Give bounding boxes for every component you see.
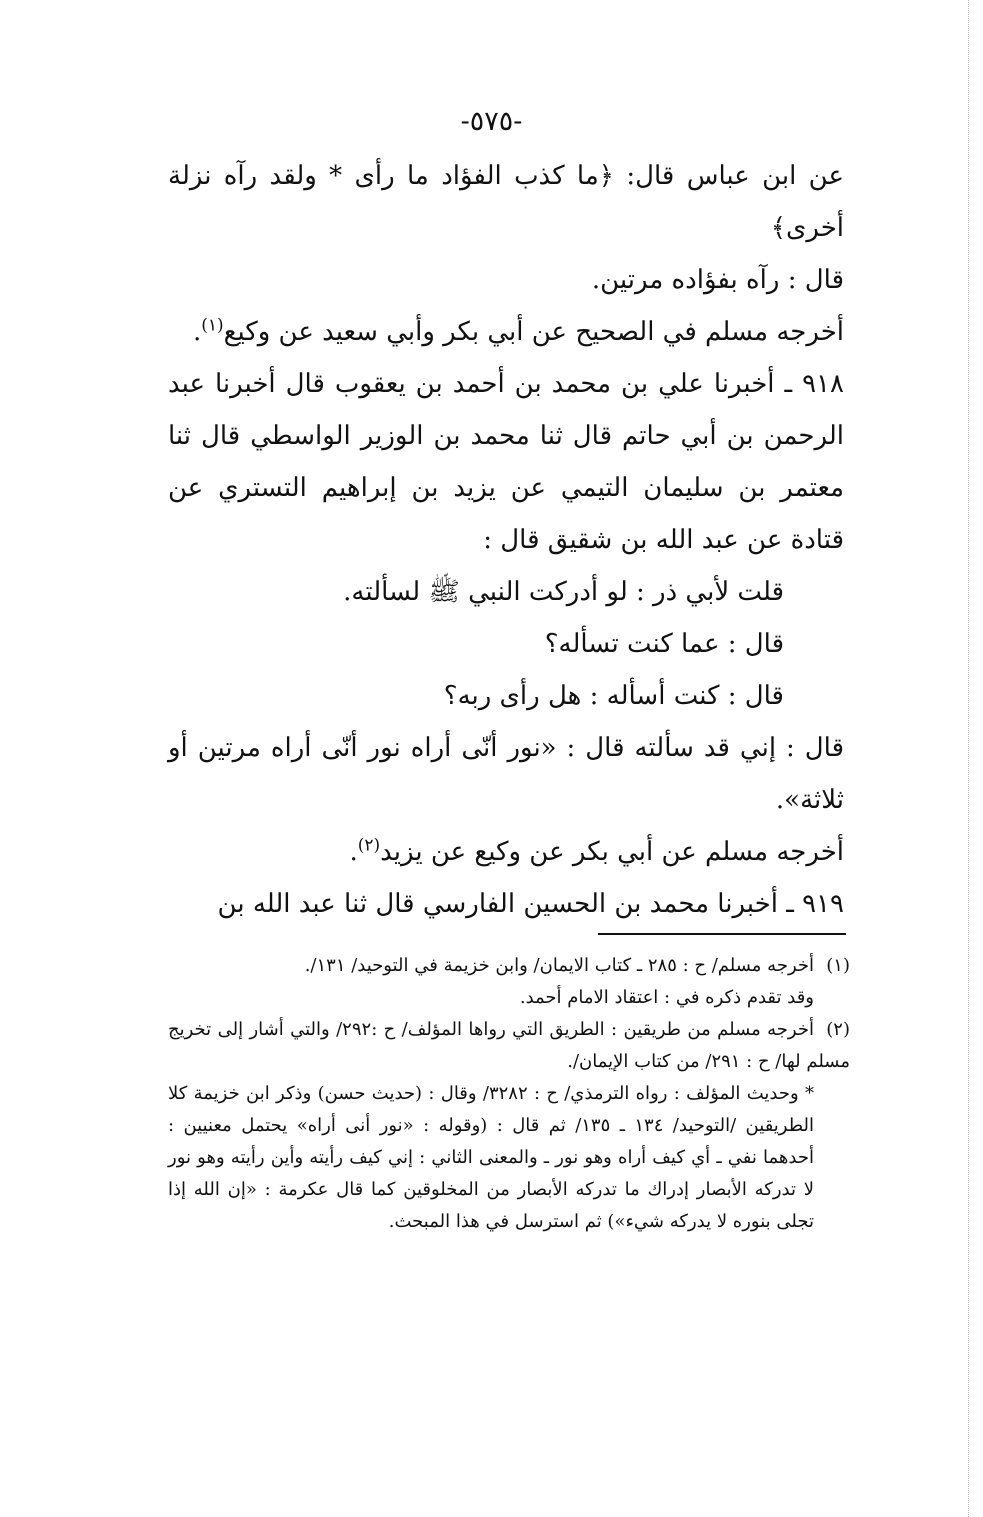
paragraph-hal-raa: قال : كنت أسأله : هل رأى ربه؟	[443, 681, 784, 711]
footnote-1-line-2: وقد تقدم ذكره في : اعتقاد الامام أحمد.	[519, 987, 814, 1008]
footnote-1-number: (١)	[826, 955, 850, 976]
paragraph-ibn-abbas: عن ابن عباس قال: ﴿ما كذب الفؤاد ما رأى * ولقد رآه نزلة أخرى﴾	[168, 161, 844, 243]
footnote-1-text: أخرجه مسلم/ ح : ٢٨٥ ـ كتاب الايمان/ وابن خزيمة في التوحيد/ ١٣١/.	[304, 955, 814, 976]
takhrij-2-text: أخرجه مسلم عن أبي بكر عن وكيع عن يزيد	[380, 837, 844, 867]
footnote-ref-1: (١)	[201, 315, 224, 336]
footnotes	[168, 950, 850, 1238]
paragraph-takhrij-1	[168, 306, 844, 358]
takhrij-1-period: .	[192, 317, 202, 347]
paragraph-takhrij-2	[168, 826, 844, 878]
footnote-2-note: * وحديث المؤلف : رواه الترمذي/ ح : ٣٢٨٢/ وقال : (حديث حسن) وذكر ابن خزيمة كلا الطريقين /التوحيد/ ١٣٤ ـ ١٣٥/ ثم قال : (وقوله : «نور أنى أراه» يحتمل معنيين : أحدهما نفي ـ أي كيف أراه وهو نور ـ والمعنى الثاني : إني كيف رأيته وأين رأيته وهو نور لا تدركه الأبصار إدراك ما تدركه الأبصار من المخلوقين كما قال عكرمة : «إن الله إذا تجلى بنوره لا يدركه شيء») ثم استرسل في هذا المبحث.	[168, 1083, 814, 1232]
footnote-1-line-1	[168, 950, 850, 982]
takhrij-1-text: أخرجه مسلم في الصحيح عن أبي بكر وأبي سعيد عن وكيع	[223, 317, 844, 347]
paragraph-amma-kunt: قال : عما كنت تسأله؟	[544, 629, 784, 659]
paragraph-hadith-918: ٩١٨ ـ أخبرنا علي بن محمد بن أحمد بن يعقوب قال أخبرنا عبد الرحمن بن أبي حاتم قال ثنا محمد بن الوزير الواسطي قال ثنا معتمر بن سليمان التيمي عن يزيد بن إبراهيم التستري عن قتادة عن عبد الله بن شقيق قال :	[168, 369, 844, 555]
paragraph-raahu: قال : رآه بفؤاده مرتين.	[591, 265, 844, 295]
paragraph-nur: قال : إني قد سألته قال : «نور أنّى أراه نور أنّى أراه مرتين أو ثلاثة».	[168, 733, 844, 815]
takhrij-2-period: .	[349, 837, 358, 867]
paragraph-qultu: قلت لأبي ذر : لو أدركت النبي ﷺ لسألته.	[343, 577, 784, 607]
paragraph-hadith-919: ٩١٩ ـ أخبرنا محمد بن الحسين الفارسي قال ثنا عبد الله بن	[217, 889, 844, 919]
footnote-2-text: أخرجه مسلم من طريقين : الطريق التي رواها المؤلف/ ح :٢٩٢/ والتي أشار إلى تخريج مسلم لها/ ح : ٢٩١/ من كتاب الإيمان/.	[168, 1019, 850, 1072]
footnote-separator	[598, 933, 846, 935]
footnote-ref-2: (٢)	[357, 835, 381, 856]
footnote-2-line-1	[168, 1014, 850, 1078]
main-text	[168, 150, 844, 930]
page-edge-line	[968, 0, 969, 1517]
page-number: -٥٧٥-	[460, 106, 523, 137]
footnote-2-number: (٢)	[826, 1019, 850, 1040]
